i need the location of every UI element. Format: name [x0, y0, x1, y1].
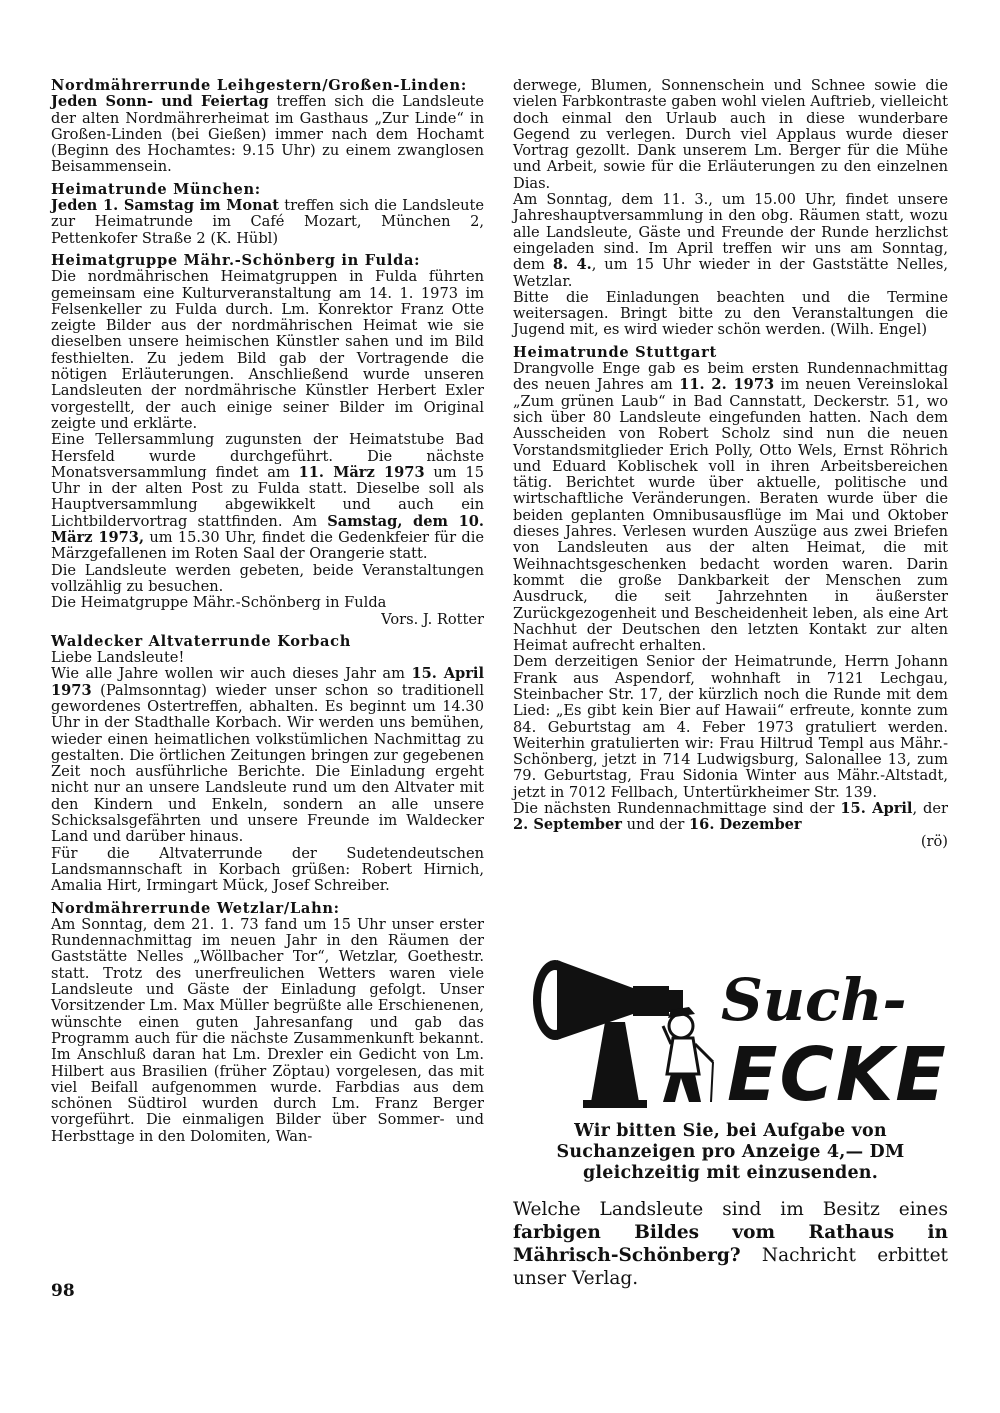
text: , um 15 Uhr wieder in der Gaststätte Nelles, Wetzlar. [513, 256, 948, 290]
bold-text: 2. September [513, 816, 622, 834]
text: Nachricht erbittet unser Verlag. [513, 1245, 948, 1289]
text: im neuen Vereinslokal „Zum grünen Laub“ in Bad Cannstatt, Deckerstr. 51, wo sich über 80 Landsleute eingefunden hatten. Nach dem Ausscheiden von Robert Scholz sind nun die neuen Vorstandsmitglieder Erich Polly, Otto Wels, Ernst Röhrich und Eduard Koblischek voll in ihren Arbeitsbereichen tätig. Berichtet wurde über aktuelle, politische und wirtschaftliche Veränderungen. Beraten wurde über die beiden geplanten Omnibusausflüge im Mai und Oktober dieses Jahres. Verlesen wurden Auszüge aus zwei Briefen von Landsleuten aus der alten Heimat, die mit Weihnachtsgeschenken bedacht worden waren. Darin kommt die große Dankbarkeit der Menschen zum Ausdruck, die seit Jahrzehnten in äußerster Zurückgezogenheit und Bescheidenheit leben, als eine Art Nachhut der Deutschen den letzten Kontakt zur alten Heimat aufrecht erhalten. [513, 376, 949, 655]
bold-text: 15. April 1973 [51, 665, 485, 699]
text: Am Sonntag, dem 11. 3., um 15.00 Uhr, findet unsere Jahreshauptversammlung in den obg. Räumen statt, wozu alle Landsleute, Gäste und Freunde der Runde herzlichst eingeladen sind. Im April treffen wir uns am Sonntag, dem [513, 191, 948, 274]
paragraph [513, 361, 948, 654]
page-number: 98 [51, 1281, 75, 1301]
bold-text: 11. 2. 1973 [679, 376, 775, 394]
bold-text: farbigen Bildes vom Rathaus in Mährisch-Schönberg? [513, 1222, 948, 1266]
text: Wie alle Jahre wollen wir auch dieses Jahr am [51, 665, 405, 683]
paragraph: Bitte die Einladungen beachten und die Termine weitersagen. Bringt bitte zu den Veranstaltungen die Jugend mit, es wird wieder schön werden. (Wilh. Engel) [513, 288, 948, 339]
section-title-fulda: Heimatgruppe Mähr.-Schönberg in Fulda: [51, 251, 421, 269]
paragraph [51, 666, 484, 845]
paragraph: Die Heimatgruppe Mähr.-Schönberg in Fulda [51, 594, 387, 612]
bold-text: Jeden 1. Samstag im Monat [51, 197, 279, 215]
such-ecke-logo [513, 952, 948, 1117]
bold-text: Samstag, dem 10. März 1973, [51, 512, 485, 547]
paragraph: Dem derzeitigen Senior der Heimatrunde, Herrn Johann Frank aus Aspendorf, wohnhaft in 7121 Lechgau, Steinbacher Str. 17, der kürzlich noch die Runde mit dem Lied: „Es gibt kein Bier auf Hawaii“ erfreute, konnte zum 84. Geburtstag am 4. Feber 1973 gratuliert werden. Weiterhin gratulierten wir: Frau Hiltrud Templ aus Mähr.-Schönberg, jetzt in 714 Ludwigsburg, Salonallee 13, zum 79. Geburtstag, Frau Sidonia Winter aus Mähr.-Altstadt, jetzt in 7012 Fellbach, Untertürkheimer Str. 139. [513, 653, 948, 801]
ad-notice: Wir bitten Sie, bei Aufgabe von Suchanzeigen pro Anzeige 4,— DM gleichzeitig mit einzusenden. [556, 1121, 905, 1183]
bold-text: 11. März 1973 [298, 463, 425, 481]
text: Welche Landsleute sind im Besitz eines [513, 1199, 948, 1220]
paragraph [51, 94, 484, 175]
section-title-korbach: Waldecker Altvaterrunde Korbach [51, 632, 352, 650]
paragraph: derwege, Blumen, Sonnenschein und Schnee sowie die vielen Farbkontraste gaben wohl vielen Auftrieb, vielleicht doch einmal den Urlaub auch in diese wunderbare Gegend zu verlegen. Durch viel Applaus wurde dieser Vortrag gezollt. Dank unserem Lm. Berger für die Mühe und Arbeit, sowie für die Erläuterungen zu den einzelnen Dias. [513, 77, 948, 192]
text: und der [622, 816, 685, 834]
paragraph: Die Landsleute werden gebeten, beide Veranstaltungen vollzählig zu besuchen. [51, 561, 484, 595]
logo-script-text: Such- [721, 966, 907, 1034]
section-title-wetzlar: Nordmährerrunde Wetzlar/Lahn: [51, 899, 340, 917]
greeting: Liebe Landsleute! [51, 649, 185, 667]
paragraph [51, 198, 484, 247]
man-figure-icon [663, 1007, 713, 1102]
paragraph: Am Sonntag, dem 21. 1. 73 fand um 15 Uhr unser erster Rundennachmittag im neuen Jahr in den Räumen der Gaststätte Nelles „Wöllbacher Tor“, Wetzlar, Goethestr. statt. Trotz des unerfreulichen Wetters waren viele Landsleute und Gäste der Einladung gefolgt. Unser Vorsitzender Lm. Max Müller begrüßte alle Erschienenen, wünschte einen guten Jahresanfang und gab das Programm auch für die nächste Zusammenkunft bekannt. Im Anschluß daran hat Lm. Drexler ein Gedicht von Lm. Hilbert aus Brasilien (früher Zöptau) vorgelesen, das mit viel Beifall aufgenommen wurde. Farbdias aus dem schönen Südtirol wurden durch Lm. Franz Berger vorgeführt. Die einmaligen Bilder über Sommer- und Herbsttage in den Dolomiten, Wan- [51, 915, 484, 1145]
text: um 15 Uhr in der alten Post zu Fulda statt. Dieselbe soll als Hauptversammlung abgewikkelt und auch ein Lichtbildervortrag stattfinden. Am [51, 463, 484, 530]
text: Die nächsten Rundennachmittage sind der [513, 800, 835, 818]
such-ecke-advert [513, 952, 948, 1290]
left-column [51, 78, 484, 1145]
right-column [513, 78, 948, 850]
text: , der [912, 800, 949, 818]
ad-query [513, 1198, 948, 1290]
text: treffen sich die Landsleute zur Heimatrunde im Café Mozart, München 2, Pettenkofer Straße 2 (K. Hübl) [51, 197, 484, 247]
text: Drangvolle Enge gab es beim ersten Rundennachmittag des neuen Jahres am [513, 360, 948, 394]
bold-text: 8. 4. [552, 256, 592, 274]
text: (Palmsonntag) wieder unser schon so traditionell gewordenes Ostertreffen, abhalten. Es beginnt um 14.30 Uhr in der Stadthalle Korbach. Wir werden uns bemühen, wieder einen heimatlichen volkstümlichen Nachmittag zu gestalten. Die örtlichen Zeitungen bringen zur gegebenen Zeit noch ausführliche Berichte. Die Einladung ergeht nicht nur an unsere Landsleute rund um den Altvater mit den Kindern und Enkeln, sondern an alle unsere Schicksalsgefährten und unsere Freunde im Waldecker Land und darüber hinaus. [51, 681, 484, 846]
logo-block-text: ECKE [727, 1032, 948, 1117]
paragraph [513, 192, 948, 290]
section-title-stuttgart: Heimatrunde Stuttgart [513, 343, 717, 361]
paragraph: Für die Altvaterrunde der Sudetendeutschen Landsmannschaft in Korbach grüßen: Robert Hirnich, Amalia Hirt, Irmingart Mück, Josef Schreiber. [51, 844, 484, 895]
section-title-muenchen: Heimatrunde München: [51, 180, 261, 198]
paragraph [51, 432, 484, 562]
text: um 15.30 Uhr, findet die Gedenkfeier für die Märzgefallenen im Roten Saal der Orangerie statt. [51, 529, 484, 563]
signature: Vors. J. Rotter [381, 610, 484, 628]
text: treffen sich die Landsleute der alten Nordmährerheimat im Gasthaus „Zur Linde“ in Großen-Linden (bei Gießen) immer nach dem Hochamt (Beginn des Hochamtes: 9.15 Uhr) zu einem zwanglosen Beisammensein. [51, 93, 485, 176]
text: Eine Tellersammlung zugunsten der Heimatstube Bad Hersfeld wurde durchgeführt. Die nächste Monatsversammlung findet am [51, 431, 484, 481]
bold-text: 15. April [840, 800, 913, 818]
bold-text: Jeden Sonn- und Feiertag [51, 93, 269, 111]
section-title-leihgestern: Nordmährerrunde Leihgestern/Großen-Linden: [51, 77, 467, 94]
bold-text: 16. Dezember [689, 816, 802, 834]
megaphone-icon [533, 960, 683, 1108]
signature: (rö) [920, 832, 948, 850]
paragraph [513, 801, 948, 834]
paragraph: Die nordmährischen Heimatgruppen in Fulda führten gemeinsam eine Kulturveranstaltung am 14. 1. 1973 im Felsenkeller zu Fulda durch. Lm. Konrektor Franz Otte zeigte Bilder aus der nordmährischen Heimat wie sie dieselben unsere heimischen Künstler sahen und im Bild festhielten. Zu jedem Bild gab der Vortragende die nötigen Erläuterungen. Anschließend wurde unseren Landsleuten der nordmährische Künstler Herbert Exler vorgestellt, der auch einige seiner Bilder im Original zeigte und erklärte. [51, 268, 484, 432]
